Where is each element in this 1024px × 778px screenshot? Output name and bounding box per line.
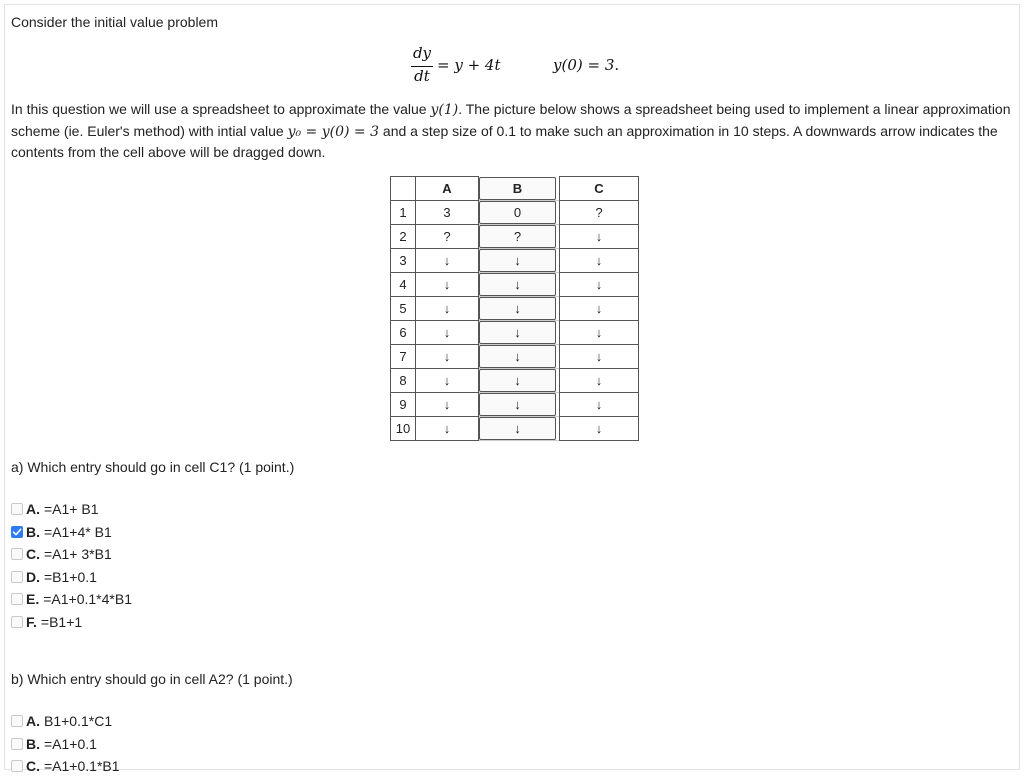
corner-cell <box>391 177 416 201</box>
row-number: 3 <box>391 249 416 273</box>
cell-b: ↓ <box>479 417 556 440</box>
cell-a: ↓ <box>416 393 479 417</box>
sheet-row <box>391 297 639 321</box>
math-y1: y(1) <box>430 102 459 118</box>
question-a-option[interactable] <box>11 521 132 544</box>
cell-b: ↓ <box>479 273 556 296</box>
option-text: =A1+4* B1 <box>44 523 112 540</box>
question-a: a) Which entry should go in cell C1? (1 point.) <box>11 459 295 475</box>
cell-a: 3 <box>416 201 479 225</box>
cell-a: ↓ <box>416 297 479 321</box>
checkbox[interactable] <box>11 738 23 750</box>
options-b <box>11 710 120 778</box>
option-letter: B. <box>26 523 40 540</box>
option-letter: C. <box>26 546 40 563</box>
row-number: 7 <box>391 345 416 369</box>
fraction-denominator: dt <box>414 67 430 85</box>
sheet-row <box>391 345 639 369</box>
sheet-row <box>391 249 639 273</box>
cell-c: ? <box>560 201 639 225</box>
cell-a: ↓ <box>416 321 479 345</box>
cell-c: ↓ <box>560 273 639 297</box>
description-part-2: . The picture below shows a spreadsheet being used to implement a linear approximation scheme (ie. Euler's method) with intial value <box>11 101 1011 139</box>
cell-b: ↓ <box>479 345 556 368</box>
sheet-row <box>391 225 639 249</box>
option-letter: B. <box>26 735 40 752</box>
row-number: 9 <box>391 393 416 417</box>
description-part-3: and a step size of 0.1 to make such an approximation in 10 steps. A downwards arrow indicates the contents from the cell above will be dragged down. <box>11 122 998 160</box>
checkbox[interactable] <box>11 548 23 560</box>
cell-c: ↓ <box>560 345 639 369</box>
problem-description <box>11 99 1011 163</box>
option-text: =A1+ B1 <box>44 501 99 518</box>
row-number: 1 <box>391 201 416 225</box>
row-number: 6 <box>391 321 416 345</box>
row-number: 5 <box>391 297 416 321</box>
checkbox[interactable] <box>11 593 23 605</box>
option-letter: F. <box>26 613 37 630</box>
sheet-row <box>391 201 639 225</box>
header-row <box>391 177 639 201</box>
question-b: b) Which entry should go in cell A2? (1 point.) <box>11 671 293 687</box>
cell-a: ↓ <box>416 249 479 273</box>
cell-c: ↓ <box>560 297 639 321</box>
intro-text: Consider the initial value problem <box>11 14 218 30</box>
cell-c: ↓ <box>560 249 639 273</box>
sheet-row <box>391 417 639 441</box>
cell-b: 0 <box>479 201 556 224</box>
cell-a: ? <box>416 225 479 249</box>
option-letter: A. <box>26 713 40 730</box>
column-header-c: C <box>560 177 639 201</box>
sheet-row <box>391 393 639 417</box>
cell-a: ↓ <box>416 273 479 297</box>
checkbox[interactable] <box>11 503 23 515</box>
cell-b: ↓ <box>479 249 556 272</box>
question-b-option[interactable] <box>11 755 120 778</box>
checkbox[interactable] <box>11 526 23 538</box>
options-a <box>11 498 132 633</box>
question-b-option[interactable] <box>11 733 120 756</box>
fraction-numerator: dy <box>412 44 432 62</box>
sheet-row <box>391 273 639 297</box>
cell-c: ↓ <box>560 225 639 249</box>
math-initial-value: y₀ = y(0) = 3 <box>287 123 380 140</box>
checkbox[interactable] <box>11 571 23 583</box>
option-text: =A1+0.1*B1 <box>44 758 120 775</box>
checkbox[interactable] <box>11 760 23 772</box>
cell-c: ↓ <box>560 417 639 441</box>
cell-c: ↓ <box>560 393 639 417</box>
checkbox[interactable] <box>11 715 23 727</box>
sheet-row <box>391 369 639 393</box>
sheet-row <box>391 321 639 345</box>
spreadsheet-table <box>390 176 639 441</box>
question-a-option[interactable] <box>11 543 132 566</box>
cell-a: ↓ <box>416 345 479 369</box>
option-letter: E. <box>26 591 40 608</box>
option-text: =A1+0.1*4*B1 <box>43 591 132 608</box>
cell-c: ↓ <box>560 369 639 393</box>
cell-b: ? <box>479 225 556 248</box>
column-header-a: A <box>416 177 479 201</box>
cell-b: ↓ <box>479 321 556 344</box>
row-number: 2 <box>391 225 416 249</box>
checkbox[interactable] <box>11 616 23 628</box>
option-text: B1+0.1*C1 <box>44 713 113 730</box>
option-text: =A1+ 3*B1 <box>44 546 112 563</box>
row-number: 10 <box>391 417 416 441</box>
description-part-1: In this question we will use a spreadsheet to approximate the value <box>11 101 431 117</box>
option-letter: C. <box>26 758 40 775</box>
question-b-option[interactable] <box>11 710 120 733</box>
cell-c: ↓ <box>560 321 639 345</box>
initial-condition: y(0) = 3. <box>553 56 620 74</box>
question-a-option[interactable] <box>11 566 132 589</box>
equation-rhs: = y + 4t <box>437 56 501 74</box>
question-a-option[interactable] <box>11 588 132 611</box>
option-text: =B1+0.1 <box>44 568 97 585</box>
row-number: 4 <box>391 273 416 297</box>
cell-b: ↓ <box>479 369 556 392</box>
column-header-b: B <box>479 177 556 200</box>
option-text: =B1+1 <box>40 613 83 630</box>
option-text: =A1+0.1 <box>44 735 97 752</box>
option-letter: A. <box>26 501 40 518</box>
checkmark-icon <box>12 527 22 537</box>
row-number: 8 <box>391 369 416 393</box>
question-a-option[interactable] <box>11 498 132 521</box>
cell-b: ↓ <box>479 393 556 416</box>
cell-b: ↓ <box>479 297 556 320</box>
question-a-option[interactable] <box>11 611 132 634</box>
option-letter: D. <box>26 568 40 585</box>
cell-a: ↓ <box>416 369 479 393</box>
cell-a: ↓ <box>416 417 479 441</box>
